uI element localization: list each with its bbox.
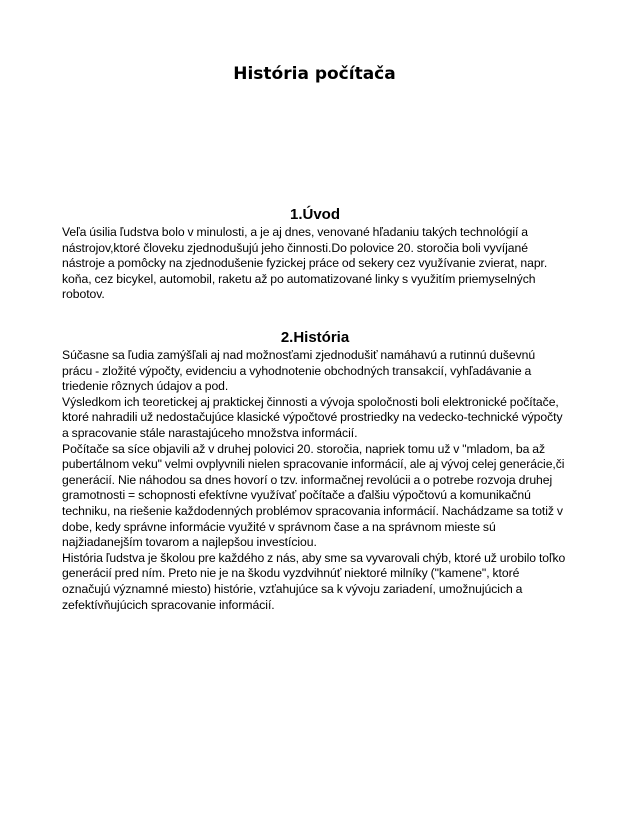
section-historia	[62, 328, 568, 613]
paragraph: Výsledkom ich teoretickej aj praktickej činnosti a vývoja spoločnosti boli elektronické počítače, ktoré nahradili už nedostačujúce klasické výpočtové prostriedky na vedecko-technické výpočty a spracovanie stále narastajúceho množstva informácií.	[62, 394, 563, 440]
paragraph: Veľa úsilia ľudstva bolo v minulosti, a je aj dnes, venované hľadaniu takých technológií a nástrojov,ktoré človeku zjednodušujú jeho činnosti.Do polovice 20. storočia boli vyvíjané nástroje a pomôcky na zjednodušenie fyzickej práce od sekery cez využívanie zvierat, napr. koňa, cez bicykel, automobil, raketu až po automatizované linky s využitím priemyselných robotov.	[62, 225, 548, 302]
section-heading: 1.Úvod	[289, 206, 340, 223]
paragraph: Počítače sa síce objavili až v druhej polovici 20. storočia, napriek tomu už v "mladom, ba až pubertálnom veku" velmi ovplyvnili nielen spracovanie informácií, ale aj vývoj celej generácie,či generácií. Nie náhodou sa dnes hovorí o tzv. informačnej revolúcii a o potrebe rozvoja druhej gramotnosti = schopnosti efektívne využívať počítače a ďalšiu výpočtovú a komunikačnú techniku, na riešenie každodenných problémov spracovania informácií. Nachádzame sa totiž v dobe, kedy správne informácie využité v správnom čase a na správnom mieste sú najžiadanejším tovarom a najlepšou investíciou.	[62, 441, 565, 550]
paragraph: História ľudstva je školou pre každého z nás, aby sme sa vyvarovali chýb, ktoré už urobilo toľko generácií pred ním. Preto nie je na škodu vyzdvihnúť niektoré milníky ("kamene", ktoré označujú významné miesto) histórie, vzťahujúce sa k vývoju zariadení, umožnujúcich a zefektívňujúcich spracovanie informácií.	[62, 550, 566, 612]
paragraph: Súčasne sa ľudia zamýšľali aj nad možnosťami zjednodušiť namáhavú a rutinnú duševnú prácu - zložité výpočty, evidenciu a vyhodnotenie obchodných transakcií, vyhľadávanie a triedenie rôznych údajov a pod.	[62, 348, 536, 394]
section-heading: 2.História	[280, 329, 350, 346]
section-uvod	[62, 205, 568, 303]
document-title: História počítača	[233, 64, 396, 84]
